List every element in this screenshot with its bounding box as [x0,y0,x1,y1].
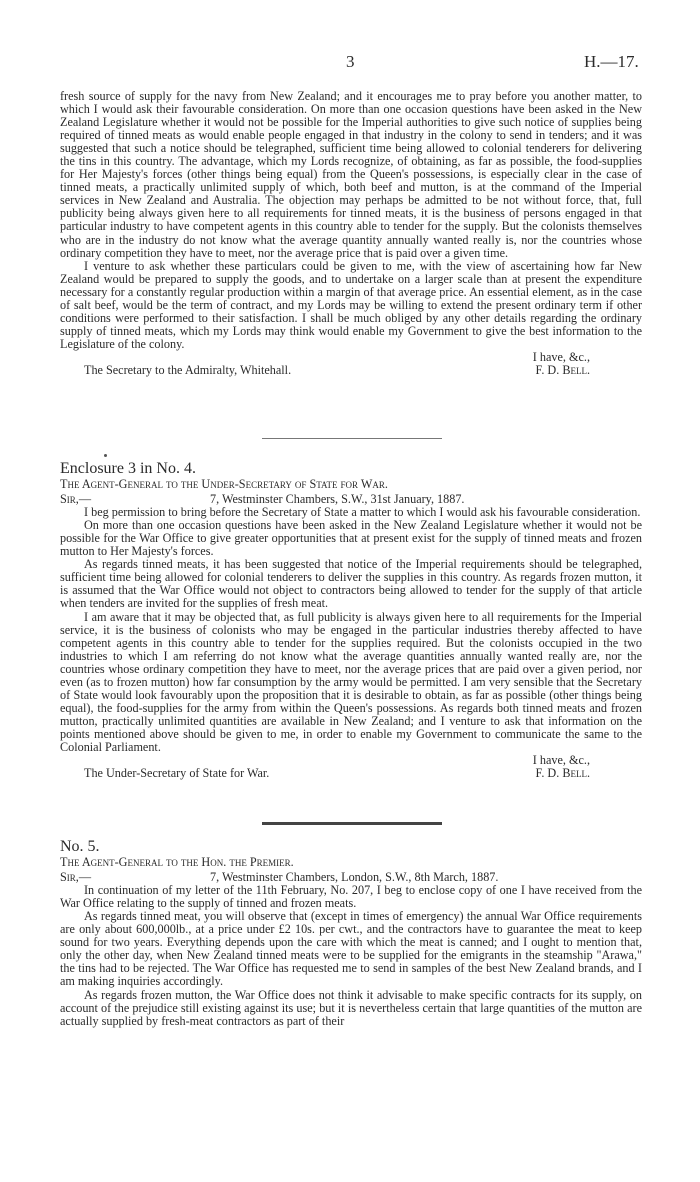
page-number: 3 [346,52,355,71]
signature: F. D. Bell. [535,766,590,781]
letter-continuation [60,90,642,377]
paragraph: As regards tinned meat, you will observe that (except in times of emergency) the annual War Office requirements are only about 600,000lb., at a price under £2 10s. per cwt., and the contractors have to guarantee the meat to keep sound for two years. Everything depends upon the care with which the meat is canned; and I ought to mention that, only the other day, when New Zealand tinned meats were to be supplied for the emigrants in the steamship "Arawa," the tins had to be rejected. The War Office has requested me to send in samples of the best New Zealand brands, and I am making inquiries accordingly. [60,909,642,989]
paragraph: I am aware that it may be objected that, as full publicity is always given here to all requirements for the Imperial service, it is the business of colonists who may be engaged in the particular industries thereby affected to have competent agents in this country able to tender for the supplies required. But the colonists occupied in the two industries to which I am referring do not know what the average quantities annually wanted really are, nor the countries whose ordinary competition they have to meet, nor the average prices that are paid over a given period, nor even (as to frozen mutton) how far consumption by the army would be permitted. I am very sensible that the Secretary of State would look favourably upon the proposition that it is desirable to obtain, as far as possible (other things being equal), the food-supplies for the army from within the Queen's possessions. As regards both tinned meats and frozen mutton, practically unlimited quantities are available in New Zealand; and I venture to ask that information on the points mentioned above should be given to me, in order to enable my Government to communicate the same to the Colonial Parliament. [60,609,642,754]
section-subtitle: The Agent-General to the Hon. the Premier. [60,855,294,870]
paragraph: As regards frozen mutton, the War Office does not think it advisable to make specific contracts for its supply, on account of the prejudice still existing against its use; but it is nevertheless certain that large quantities of the mutton are actually supplied by fresh-meat contractors as part of their [60,987,642,1028]
paragraph: As regards tinned meats, it has been suggested that notice of the Imperial requirements should be telegraphed, sufficient time being allowed for colonial tenderers to deliver the supplies in this country. As regards frozen mutton, it is assumed that the War Office would not object to contractors being allowed to tender for the supply of that article when tenders are invited for the supplies of fresh meat. [60,557,642,611]
section-title: Enclosure 3 in No. 4. [60,460,196,477]
paragraph: In continuation of my letter of the 11th February, No. 207, I beg to enclose copy of one I have received from the War Office relating to the supply of tinned and frozen meats. [60,883,642,911]
paragraph: I beg permission to bring before the Secretary of State a matter to which I would ask his favourable consideration. [84,505,641,520]
salutation: Sir,— [60,870,92,885]
address-date: 7, Westminster Chambers, S.W., 31st January, 1887. [210,492,465,507]
document-reference: H.—17. [584,52,639,71]
divider [262,822,442,825]
printing-mark [104,454,107,457]
paragraph: On more than one occasion questions have been asked in the New Zealand Legislature whether it would not be possible for the War Office to give greater opportunities that at present exist for the supply of tinned meats and frozen mutton to Her Majesty's forces. [60,518,642,559]
enclosure-section [60,462,642,780]
addressee: The Under-Secretary of State for War. [84,766,270,781]
closing: I have, &c., [532,349,590,364]
addressee: The Secretary to the Admiralty, Whitehall. [84,362,292,377]
signature: F. D. Bell. [535,362,590,377]
divider [262,438,442,439]
salutation: Sir,— [60,492,92,507]
section-title: No. 5. [60,838,100,855]
paragraph: I venture to ask whether these particulars could be given to me, with the view of ascertaining how far New Zealand would be prepared to supply the goods, and to undertake on a larger scale than at present the expenditure necessary for a constantly regular production within a margin of that average price. An essential element, as in the case of salt beef, would be the term of contract, and my Lords may be willing to extend the present ordinary term if other conditions were performed to their satisfaction. I shall be much obliged by any other details regarding the ordinary supply of tinned meats, which my Lords may think would enable my Government to give the best information to the Legislature of the colony. [60,258,642,351]
address-date: 7, Westminster Chambers, London, S.W., 8th March, 1887. [210,870,499,885]
closing: I have, &c., [532,753,590,768]
paragraph: fresh source of supply for the navy from New Zealand; and it encourages me to pray before you another matter, to which I would ask their favourable consideration. On more than one occasion questions have been asked in the New Zealand Legislature whether it would not be possible for the Imperial authorities to give such notice of supplies being required of tinned meats as would enable people engaged in that industry in the colony to send in tenders; and it was suggested that such a notice should be telegraphed, sufficient time being allowed to colonial tenderers for delivering the tins in this country. The advantage, which my Lords recognize, of obtaining, as far as possible, the food-supplies for Her Majesty's forces (other things being equal) from the Queen's possessions, is especially clear in the case of tinned meats, a practically unlimited supply of which, both beef and mutton, is at the command of the Imperial services in New Zealand and Australia. The objection may perhaps be admitted to be not without force, that, full publicity being always given here to all requirements for tinned meats, it is the business of persons engaged in that particular industry to have competent agents in this country able to tender for the supply. But the colonists themselves who are in the industry do not know what the average quantity annually wanted really is, nor the countries whose ordinary competition they have to meet, nor the average price that is paid over a given time. [60,89,642,260]
section-subtitle: The Agent-General to the Under-Secretary of State for War. [60,477,388,492]
no5-section [60,840,642,1028]
